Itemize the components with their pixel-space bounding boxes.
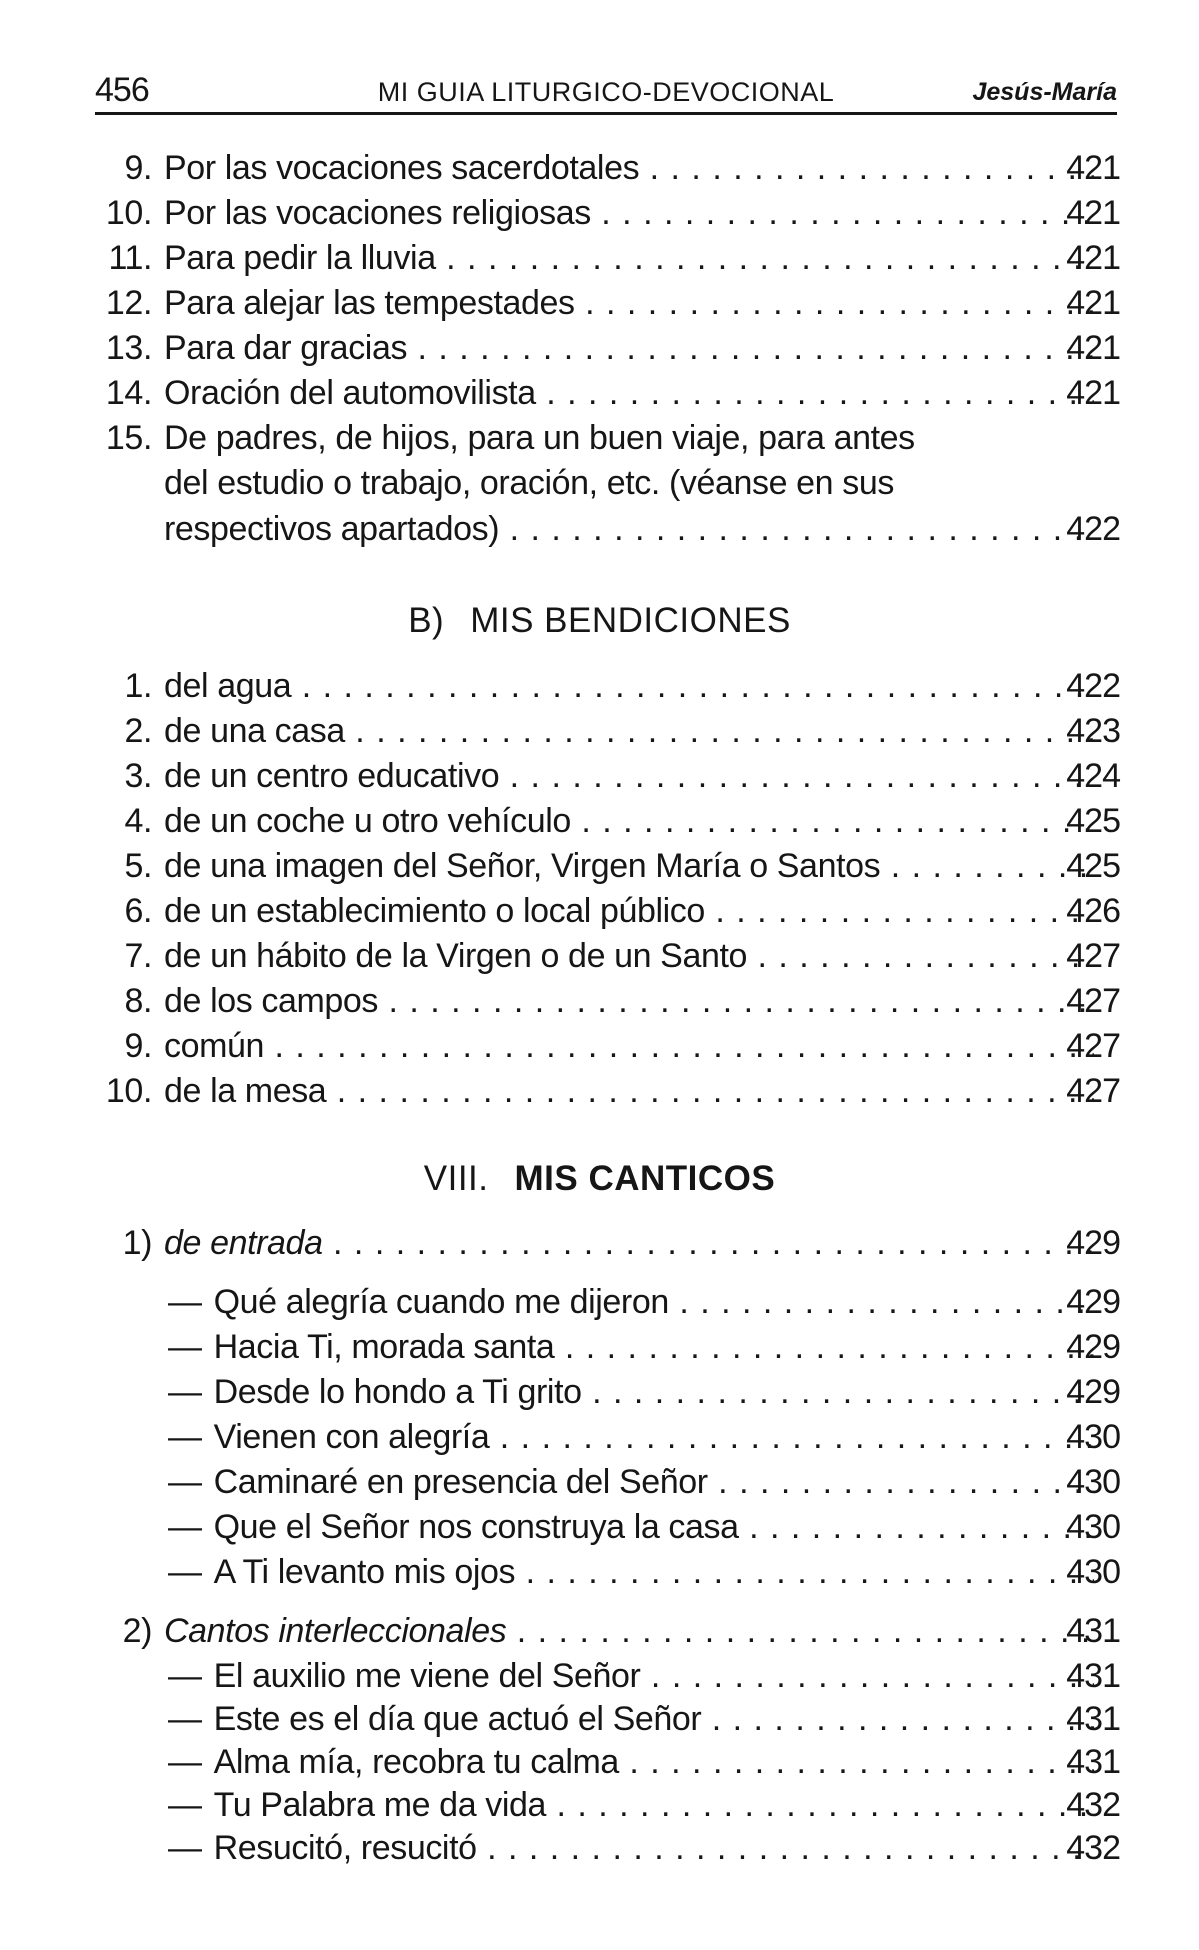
- running-header: [95, 68, 1117, 115]
- entry-title: Por las vocaciones sacerdotales . . .: [164, 146, 1094, 190]
- entry-number: 8.: [124, 982, 152, 1020]
- entry-number: 10.: [105, 194, 152, 232]
- toc-entry-multiline: [90, 416, 1120, 460]
- entry-number: 6.: [124, 892, 152, 930]
- section-title: MIS BENDICIONES: [470, 601, 791, 640]
- entry-page: 421: [1066, 329, 1120, 367]
- entry-title: de un coche u otro vehículo . . .: [164, 799, 1094, 843]
- entry-page: 429: [1066, 1328, 1120, 1366]
- entry-page: 429: [1066, 1224, 1120, 1262]
- group-title: de entrada . . .: [164, 1221, 1094, 1265]
- toc-entry: [90, 709, 1120, 753]
- entry-page: 421: [1066, 284, 1120, 322]
- song-entry: [90, 1783, 1120, 1827]
- toc-entry: [90, 1024, 1120, 1068]
- song-title: — Alma mía, recobra tu calma . . .: [168, 1740, 1094, 1784]
- entry-number: 2.: [124, 712, 152, 750]
- toc-entry: [90, 146, 1120, 190]
- song-entry: [90, 1826, 1120, 1870]
- entry-page: 432: [1066, 1786, 1120, 1824]
- toc-entry: [90, 844, 1120, 888]
- entry-title: común . . .: [164, 1024, 1094, 1068]
- group-title: Cantos interleccionales . . .: [164, 1609, 1094, 1653]
- entry-title: de la mesa . . .: [164, 1069, 1094, 1113]
- entry-page: 427: [1066, 1027, 1120, 1065]
- song-entry: [90, 1654, 1120, 1698]
- entry-page: 431: [1066, 1700, 1120, 1738]
- entry-page: 422: [1066, 667, 1120, 705]
- entry-title: de un establecimiento o local público . . .: [164, 889, 1094, 933]
- entry-page: 430: [1066, 1508, 1120, 1546]
- song-title: — Desde lo hondo a Ti grito . . .: [168, 1370, 1094, 1414]
- entry-page: 427: [1066, 1072, 1120, 1110]
- entry-number: 11.: [108, 239, 152, 277]
- song-title: — Vienen con alegría . . .: [168, 1415, 1094, 1459]
- section-heading-b: [0, 598, 1199, 644]
- entry-title: de un hábito de la Virgen o de un Santo . . .: [164, 934, 1094, 978]
- toc-entry: [90, 799, 1120, 843]
- entry-page: 421: [1066, 374, 1120, 412]
- entry-number: 12.: [105, 284, 152, 322]
- toc-entry: [90, 281, 1120, 325]
- entry-title: Oración del automovilista . . .: [164, 371, 1094, 415]
- entry-number: 10.: [105, 1072, 152, 1110]
- toc-entry: [90, 191, 1120, 235]
- section-label: VIII.: [423, 1159, 489, 1198]
- song-title: — El auxilio me viene del Señor . . .: [168, 1654, 1094, 1698]
- song-title: — Qué alegría cuando me dijeron . . .: [168, 1280, 1094, 1324]
- song-entry: [90, 1280, 1120, 1324]
- running-author: Jesús-María: [972, 78, 1117, 106]
- toc-entry-continuation: [90, 507, 1120, 551]
- toc-entry: [90, 754, 1120, 798]
- running-title: MI GUIA LITURGICO-DEVOCIONAL: [377, 77, 835, 107]
- entry-page: 430: [1066, 1553, 1120, 1591]
- song-title: — Resucitó, resucitó . . .: [168, 1826, 1094, 1870]
- song-title: — Tu Palabra me da vida . . .: [168, 1783, 1094, 1827]
- entry-page: 429: [1066, 1283, 1120, 1321]
- entry-number: 5.: [124, 847, 152, 885]
- entry-title-line: De padres, de hijos, para un buen viaje, para antes: [164, 419, 915, 457]
- entry-page: 422: [1066, 510, 1120, 548]
- entry-title: de los campos . . .: [164, 979, 1094, 1023]
- toc-group-heading: [90, 1609, 1120, 1653]
- entry-number: 9.: [124, 1027, 152, 1065]
- song-entry: [90, 1697, 1120, 1741]
- section-title: MIS CANTICOS: [514, 1159, 776, 1198]
- entry-page: 432: [1066, 1829, 1120, 1867]
- song-title: — A Ti levanto mis ojos . . .: [168, 1550, 1094, 1594]
- entry-page: 430: [1066, 1463, 1120, 1501]
- section-heading-viii: [0, 1156, 1199, 1202]
- entry-title: Para pedir la lluvia . . .: [164, 236, 1094, 280]
- entry-number: 4.: [124, 802, 152, 840]
- entry-number: 1.: [124, 667, 152, 705]
- toc-entry: [90, 236, 1120, 280]
- song-entry: [90, 1505, 1120, 1549]
- toc-group-heading: [90, 1221, 1120, 1265]
- entry-number: 14.: [105, 374, 152, 412]
- page-number: 456: [95, 71, 149, 109]
- entry-title: de un centro educativo . . .: [164, 754, 1094, 798]
- entry-page: 421: [1066, 149, 1120, 187]
- toc-entry: [90, 664, 1120, 708]
- entry-title-line: del estudio o trabajo, oración, etc. (véanse en sus: [164, 464, 894, 502]
- entry-title: Por las vocaciones religiosas . . .: [164, 191, 1094, 235]
- toc-entry: [90, 889, 1120, 933]
- group-number: 2): [122, 1612, 152, 1650]
- song-entry: [90, 1550, 1120, 1594]
- song-title: — Que el Señor nos construya la casa . . .: [168, 1505, 1094, 1549]
- entry-page: 426: [1066, 892, 1120, 930]
- song-entry: [90, 1415, 1120, 1459]
- entry-title: de una imagen del Señor, Virgen María o Santos . . .: [164, 844, 1094, 888]
- toc-entry: [90, 371, 1120, 415]
- entry-page: 421: [1066, 239, 1120, 277]
- entry-page: 431: [1066, 1612, 1120, 1650]
- entry-page: 423: [1066, 712, 1120, 750]
- entry-number: 13.: [105, 329, 152, 367]
- group-number: 1): [122, 1224, 152, 1262]
- entry-page: 425: [1066, 802, 1120, 840]
- song-title: — Hacia Ti, morada santa . . .: [168, 1325, 1094, 1369]
- entry-title: Para dar gracias . . .: [164, 326, 1094, 370]
- entry-number: 15.: [105, 419, 152, 457]
- entry-page: 429: [1066, 1373, 1120, 1411]
- entry-page: 421: [1066, 194, 1120, 232]
- entry-title: de una casa . . .: [164, 709, 1094, 753]
- toc-entry: [90, 934, 1120, 978]
- song-entry: [90, 1325, 1120, 1369]
- entry-title: Para alejar las tempestades . . .: [164, 281, 1094, 325]
- song-title: — Este es el día que actuó el Señor . . .: [168, 1697, 1094, 1741]
- toc-entry: [90, 979, 1120, 1023]
- toc-entry-continuation: [90, 461, 1120, 505]
- section-label: B): [408, 601, 445, 640]
- entry-page: 427: [1066, 937, 1120, 975]
- entry-page: 431: [1066, 1657, 1120, 1695]
- entry-page: 431: [1066, 1743, 1120, 1781]
- song-entry: [90, 1460, 1120, 1504]
- entry-number: 3.: [124, 757, 152, 795]
- toc-entry: [90, 326, 1120, 370]
- song-title: — Caminaré en presencia del Señor . . .: [168, 1460, 1094, 1504]
- song-entry: [90, 1740, 1120, 1784]
- toc-entry: [90, 1069, 1120, 1113]
- entry-title-line: respectivos apartados) . . .: [164, 507, 1094, 551]
- entry-number: 7.: [124, 937, 152, 975]
- entry-page: 424: [1066, 757, 1120, 795]
- entry-page: 427: [1066, 982, 1120, 1020]
- entry-page: 430: [1066, 1418, 1120, 1456]
- entry-page: 425: [1066, 847, 1120, 885]
- entry-title: del agua . . .: [164, 664, 1094, 708]
- song-entry: [90, 1370, 1120, 1414]
- entry-number: 9.: [124, 149, 152, 187]
